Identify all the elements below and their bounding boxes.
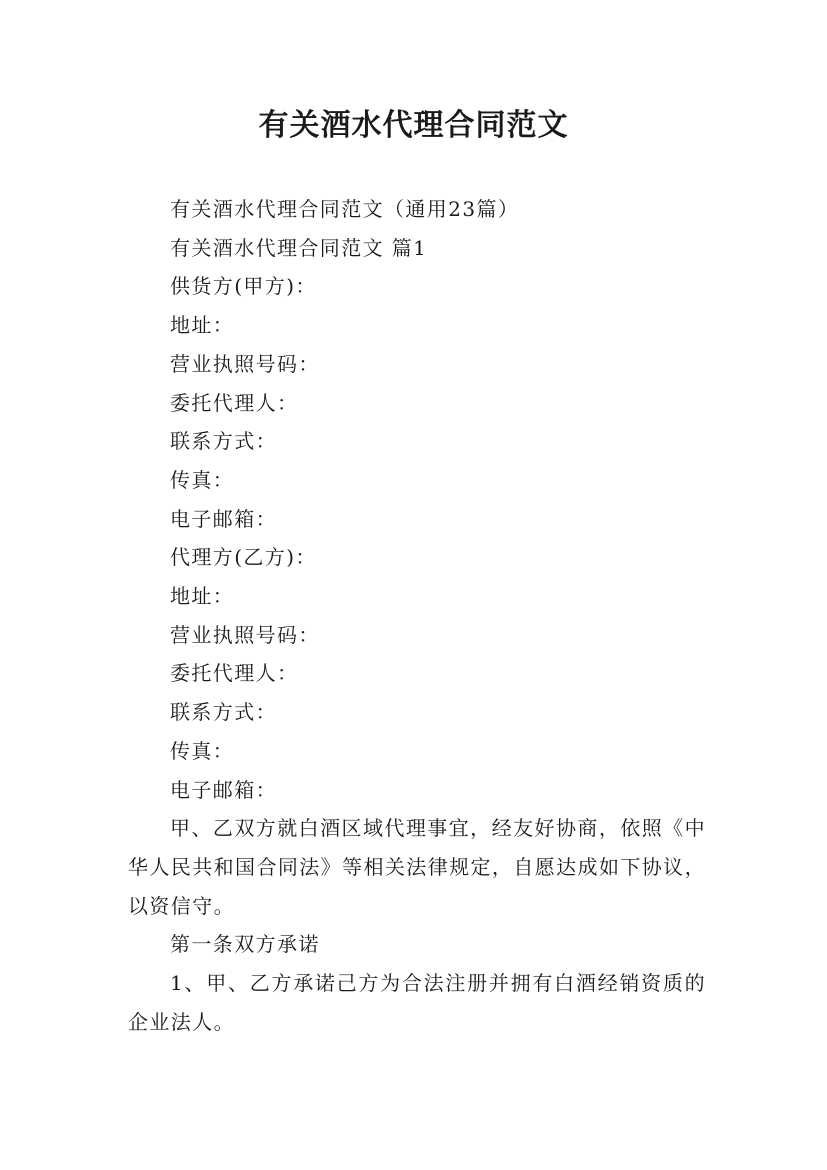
- party-b-address: 地址：: [170, 584, 235, 609]
- document-body: [128, 190, 706, 1041]
- article-1-heading: 第一条双方承诺: [170, 932, 320, 957]
- party-a-fax: 传真：: [170, 467, 235, 492]
- party-b-email: 电子邮箱：: [170, 777, 277, 802]
- party-a-agent: 委托代理人：: [170, 390, 299, 415]
- party-b-contact: 联系方式：: [170, 700, 277, 725]
- section-heading: 有关酒水代理合同范文 篇1: [170, 235, 428, 260]
- party-b-fax: 传真：: [170, 738, 235, 763]
- party-b-license: 营业执照号码：: [170, 622, 320, 647]
- agreement-preamble: 甲、乙双方就白酒区域代理事宜，经友好协商，依照《中华人民共和国合同法》等相关法律规定，自愿达成如下协议，以资信守。: [128, 816, 706, 918]
- party-b-agent: 委托代理人：: [170, 661, 299, 686]
- party-b-label: 代理方(乙方)：: [170, 545, 317, 570]
- intro-heading: 有关酒水代理合同范文（通用23篇）: [170, 197, 520, 221]
- party-a-contact: 联系方式：: [170, 429, 277, 454]
- article-1-clause-1: 1、甲、乙方承诺己方为合法注册并拥有白酒经销资质的企业法人。: [128, 971, 706, 1034]
- party-a-license: 营业执照号码：: [170, 351, 320, 376]
- party-a-email: 电子邮箱：: [170, 506, 277, 531]
- document-title: 有关酒水代理合同范文: [258, 108, 569, 143]
- party-a-label: 供货方(甲方)：: [170, 274, 317, 299]
- party-a-address: 地址：: [170, 313, 235, 338]
